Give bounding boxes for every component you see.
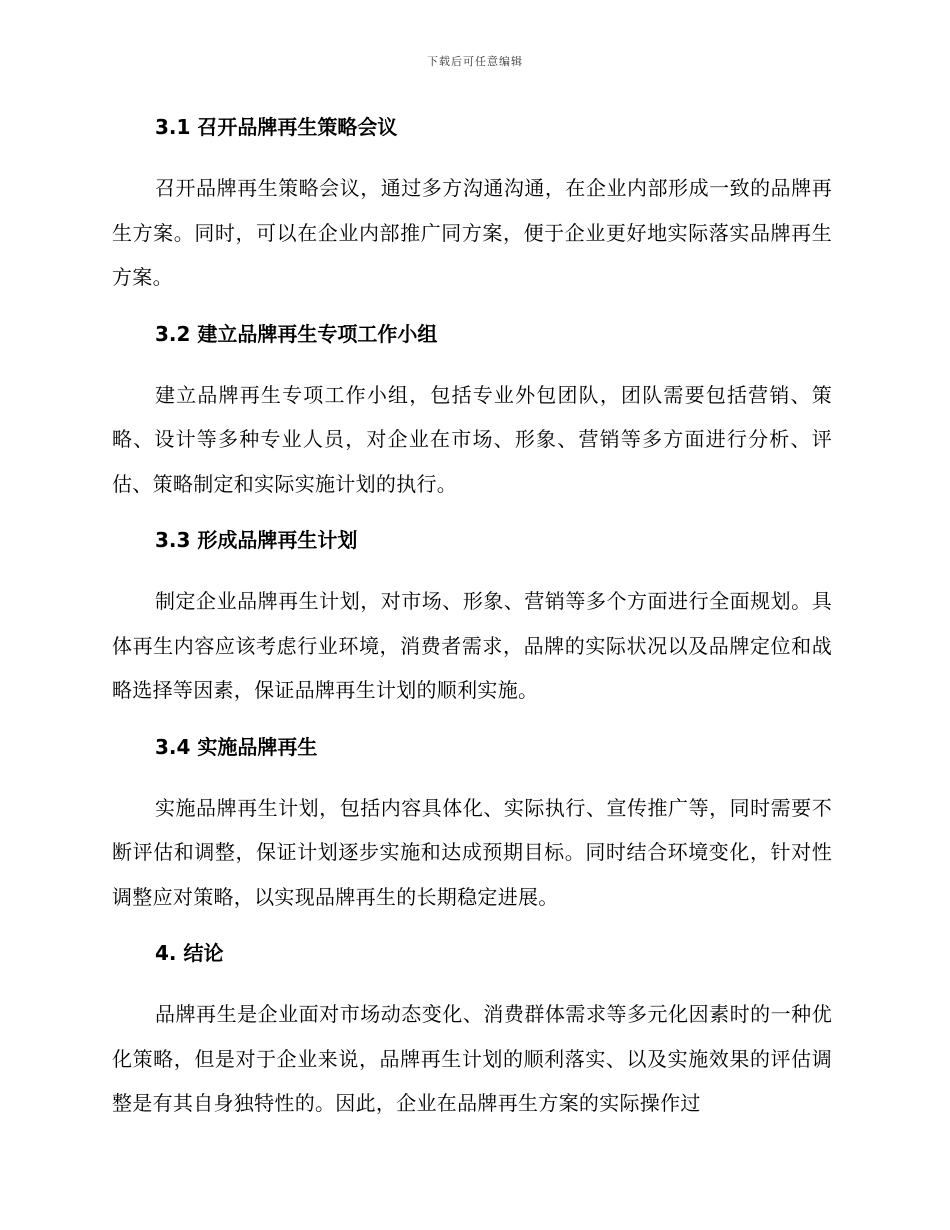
section-3-3: [112, 525, 832, 713]
section-paragraph: 实施品牌再生计划，包括内容具体化、实际执行、宣传推广等，同时需要不断评估和调整，保证计划逐步实施和达成预期目标。同时结合环境变化，针对性调整应对策略，以实现品牌再生的长期稳定进展。: [112, 795, 832, 909]
section-3-1: [112, 112, 832, 300]
section-3-4: [112, 732, 832, 920]
section-3-2: [112, 319, 832, 507]
page-header-note: 下载后可任意编辑: [427, 55, 523, 68]
section-heading: 3.2 建立品牌再生专项工作小组: [155, 321, 438, 346]
section-4-conclusion: [112, 938, 832, 1126]
section-heading: 3.3 形成品牌再生计划: [155, 528, 358, 552]
section-heading: 3.4 实施品牌再生: [155, 734, 318, 759]
document-body: [112, 112, 832, 1145]
section-paragraph: 制定企业品牌再生计划，对市场、形象、营销等多个方面进行全面规划。具体再生内容应该考虑行业环境，消费者需求，品牌的实际状况以及品牌定位和战略选择等因素，保证品牌再生计划的顺利实施。: [112, 589, 832, 702]
section-heading: 3.1 召开品牌再生策略会议: [155, 115, 398, 139]
section-paragraph: 召开品牌再生策略会议，通过多方沟通沟通，在企业内部形成一致的品牌再生方案。同时，可以在企业内部推广同方案，便于企业更好地实际落实品牌再生方案。: [112, 176, 832, 289]
section-paragraph: 建立品牌再生专项工作小组，包括专业外包团队，团队需要包括营销、策略、设计等多种专业人员，对企业在市场、形象、营销等多方面进行分析、评估、策略制定和实际实施计划的执行。: [112, 382, 832, 496]
section-heading: 4. 结论: [155, 941, 224, 965]
section-paragraph: 品牌再生是企业面对市场动态变化、消费群体需求等多元化因素时的一种优化策略，但是对于企业来说，品牌再生计划的顺利落实、以及实施效果的评估调整是有其自身独特性的。因此，企业在品牌再生方案的实际操作过: [112, 1002, 832, 1115]
